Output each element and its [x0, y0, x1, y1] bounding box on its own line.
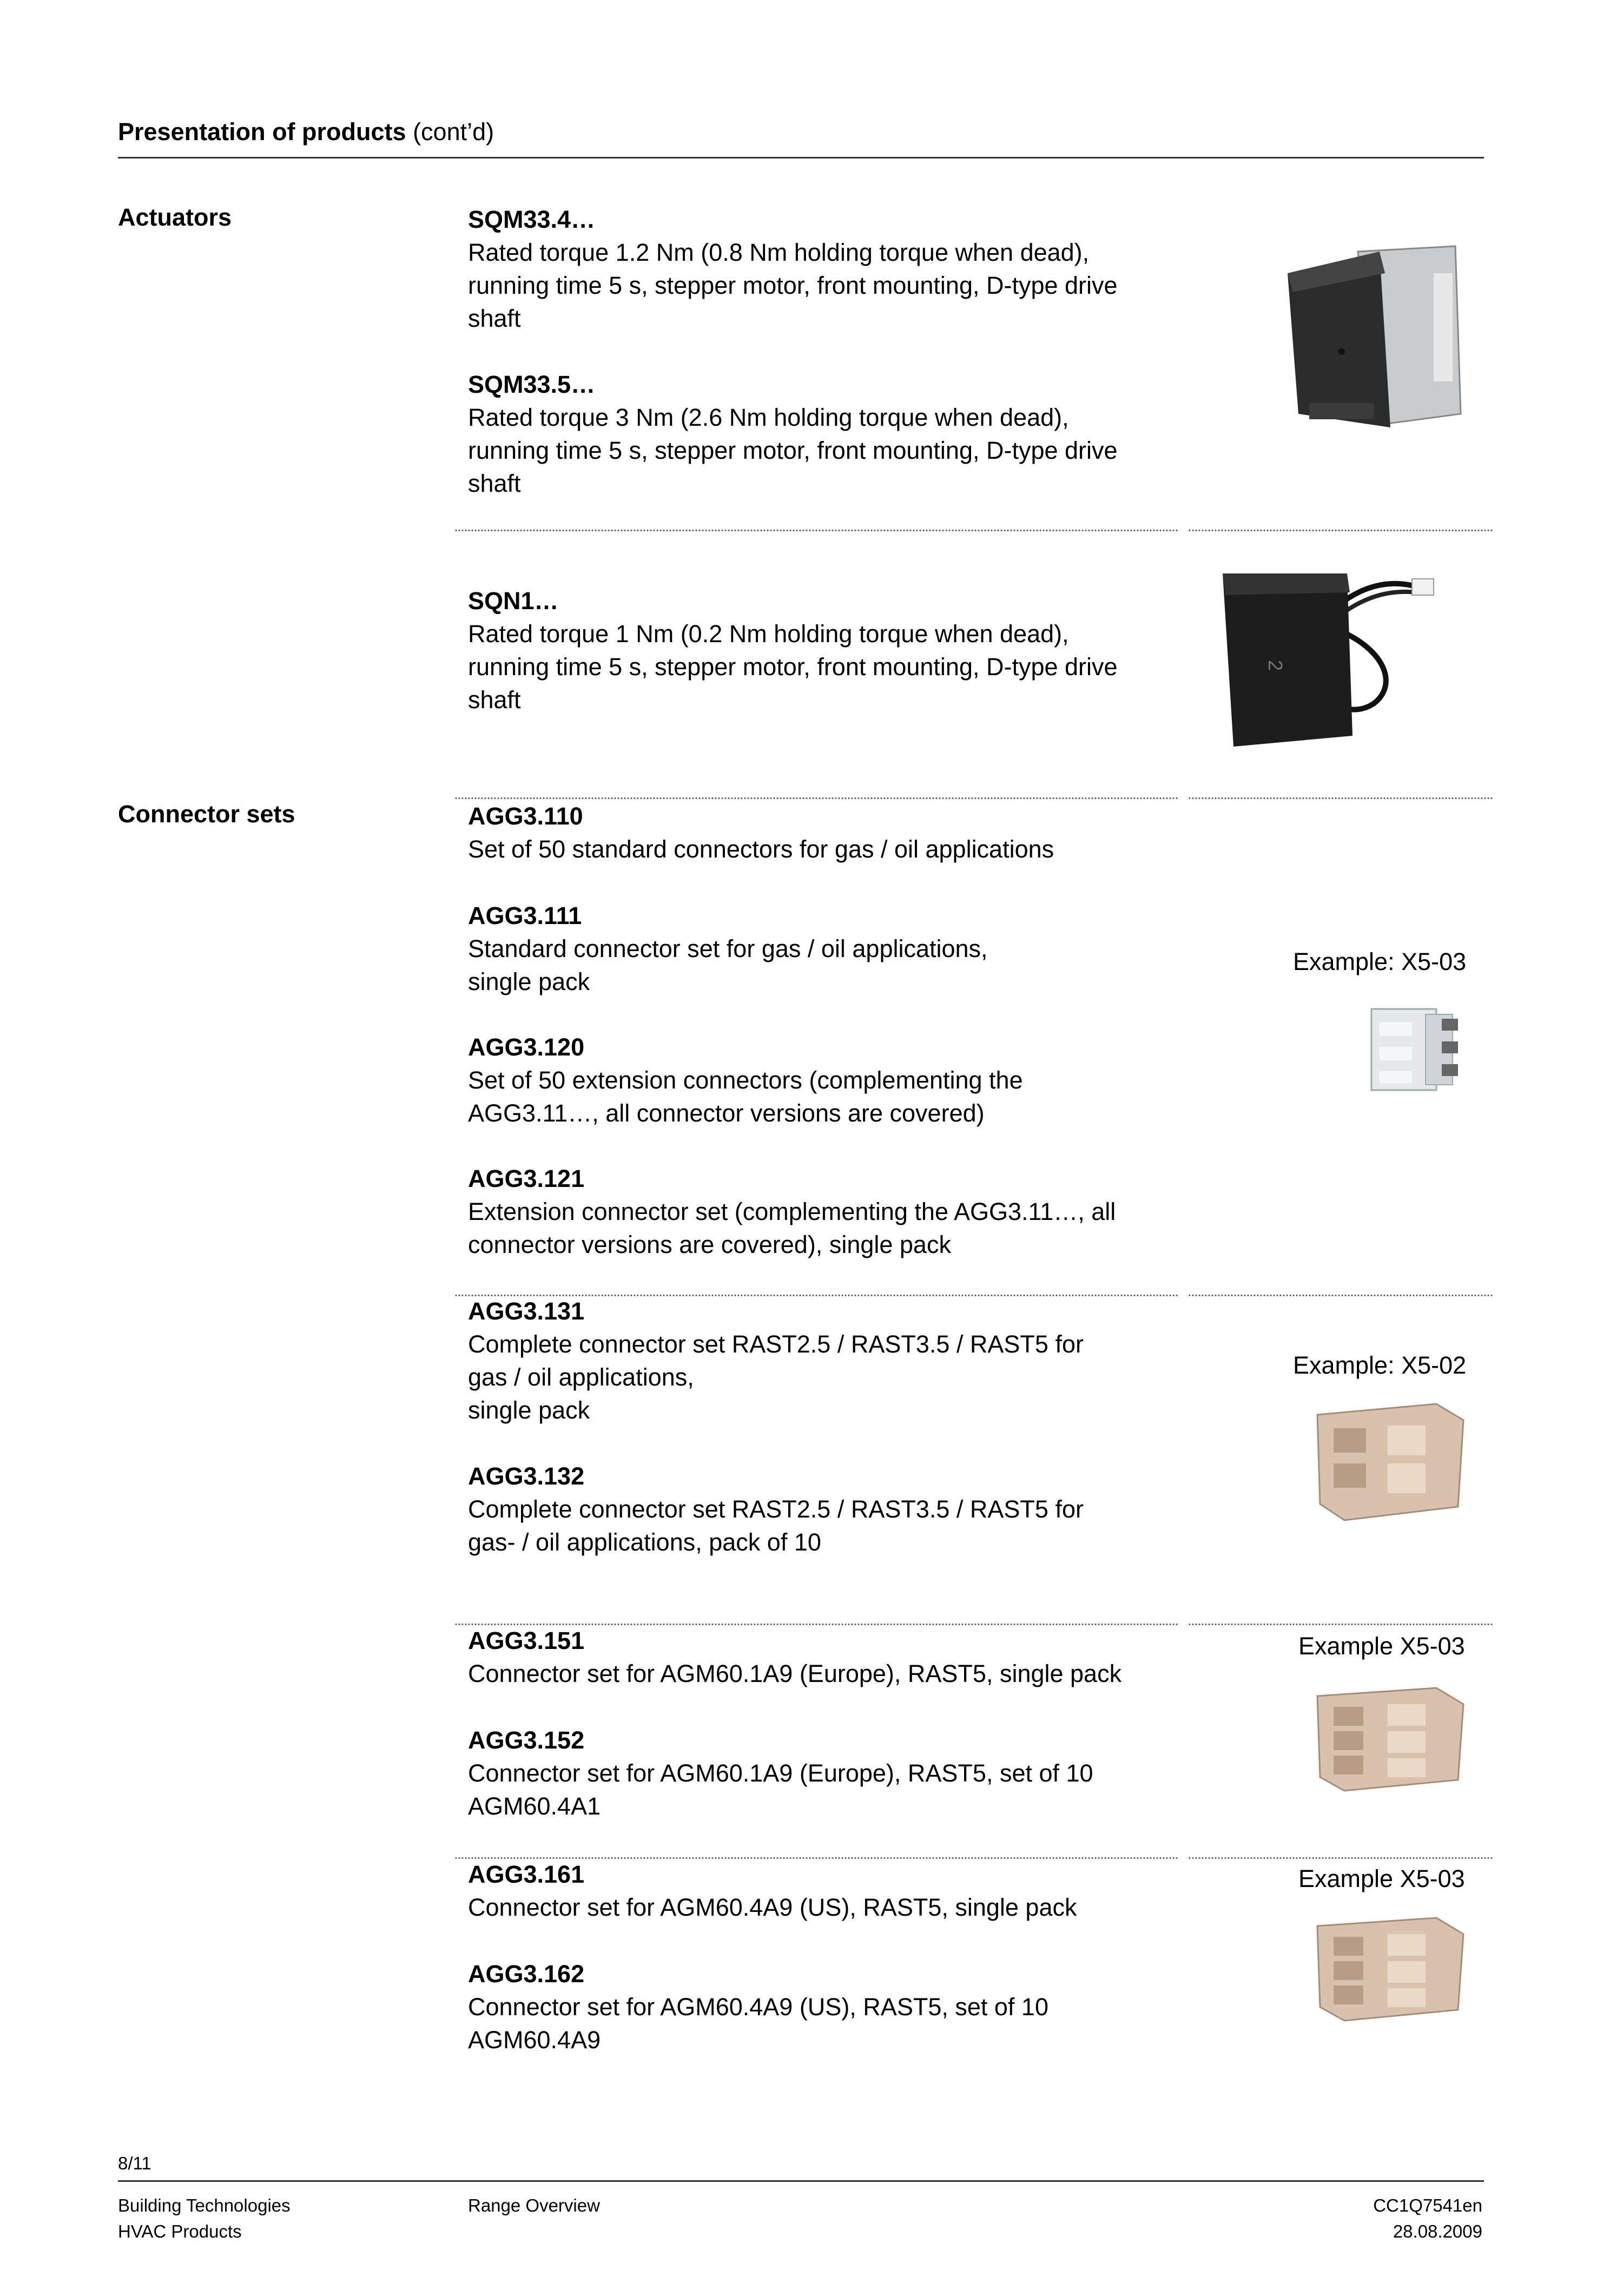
product-description: Extension connector set (complementing the AGG3.11…, all connector versions are covered), single pack — [468, 1198, 1116, 1258]
page-number: 8/11 — [118, 2153, 151, 2173]
page-title-suffix: (cont’d) — [406, 118, 494, 146]
connector-x5-02-beige-image — [1312, 1398, 1466, 1526]
product-sqm334 — [468, 203, 1193, 335]
product-agg3161 — [468, 1858, 1193, 1924]
product-description: Connector set for AGM60.4A9 (US), RAST5, single pack — [468, 1893, 1077, 1921]
product-agg3111 — [468, 899, 1193, 998]
product-description: Rated torque 3 Nm (2.6 Nm holding torque when dead), running time 5 s, stepper motor, front mounting, D-type drive shaft — [468, 404, 1118, 497]
product-code: AGG3.152 — [468, 1726, 585, 1754]
product-code: AGG3.131 — [468, 1297, 585, 1325]
connector-x5-03-beige-image — [1312, 1685, 1466, 1793]
product-sqm335 — [468, 368, 1193, 500]
footer-right — [1373, 2193, 1482, 2245]
product-description: Connector set for AGM60.4A9 (US), RAST5, set of 10 AGM60.4A9 — [468, 1993, 1048, 2054]
connector-x5-03-white-image — [1361, 998, 1469, 1101]
page-title-bold: Presentation of products — [118, 118, 406, 146]
product-code: AGG3.162 — [468, 1960, 585, 1988]
footer-division: HVAC Products — [118, 2221, 242, 2241]
footer-company: Building Technologies — [118, 2195, 291, 2215]
product-agg3151 — [468, 1624, 1193, 1690]
product-description: Standard connector set for gas / oil applications, single pack — [468, 935, 988, 995]
footer-doc-number: CC1Q7541en — [1373, 2195, 1482, 2215]
product-code: AGG3.151 — [468, 1627, 585, 1654]
product-code: SQM33.5… — [468, 371, 596, 398]
product-agg3162 — [468, 1957, 1193, 2056]
image-caption: Example: X5-02 — [1293, 1351, 1467, 1379]
product-description: Set of 50 extension connectors (complementing the AGG3.11…, all connector versions are covered) — [468, 1066, 1023, 1127]
product-description: Complete connector set RAST2.5 / RAST3.5 / RAST5 for gas- / oil applications, pack of 10 — [468, 1495, 1084, 1556]
product-agg3152 — [468, 1724, 1193, 1823]
header-rule — [118, 157, 1484, 159]
product-agg3120 — [468, 1031, 1193, 1130]
product-agg3132 — [468, 1460, 1193, 1559]
section-label-actuators: Actuators — [118, 203, 232, 231]
image-caption: Example X5-03 — [1298, 1632, 1465, 1660]
product-description: Rated torque 1 Nm (0.2 Nm holding torque when dead), running time 5 s, stepper motor, front mounting, D-type drive shaft — [468, 620, 1118, 714]
product-agg3121 — [468, 1162, 1193, 1261]
footer-date: 28.08.2009 — [1393, 2221, 1482, 2241]
product-description: Connector set for AGM60.1A9 (Europe), RAST5, set of 10 AGM60.4A1 — [468, 1759, 1093, 1820]
product-description: Complete connector set RAST2.5 / RAST3.5 / RAST5 for gas / oil applications, single pack — [468, 1330, 1084, 1424]
footer-left — [118, 2193, 291, 2245]
product-code: AGG3.120 — [468, 1033, 585, 1061]
product-description: Set of 50 standard connectors for gas / oil applications — [468, 835, 1054, 863]
section-label-connector-sets: Connector sets — [118, 800, 295, 828]
sqn1-actuator-image — [1217, 563, 1472, 757]
product-agg3110 — [468, 800, 1193, 866]
product-code: AGG3.110 — [468, 802, 583, 830]
product-description: Connector set for AGM60.1A9 (Europe), RAST5, single pack — [468, 1660, 1122, 1687]
product-description: Rated torque 1.2 Nm (0.8 Nm holding torque when dead), running time 5 s, stepper motor, front mounting, D-type drive shaft — [468, 239, 1118, 332]
product-code: AGG3.111 — [468, 902, 582, 929]
product-sqn1 — [468, 584, 1193, 716]
connector-x5-03-beige-image — [1312, 1915, 1466, 2023]
product-code: AGG3.121 — [468, 1165, 585, 1192]
product-agg3131 — [468, 1295, 1193, 1427]
product-code: AGG3.161 — [468, 1860, 585, 1888]
page-title — [118, 118, 494, 146]
product-code: AGG3.132 — [468, 1462, 585, 1490]
divider-dotted — [454, 529, 1493, 532]
image-caption: Example X5-03 — [1298, 1865, 1465, 1892]
sqm33-actuator-image — [1277, 241, 1472, 436]
svg-text:2: 2 — [1264, 660, 1286, 671]
image-caption: Example: X5-03 — [1293, 948, 1467, 975]
product-code: SQN1… — [468, 587, 559, 615]
product-code: SQM33.4… — [468, 206, 596, 233]
footer-rule — [118, 2180, 1484, 2182]
footer-center: Range Overview — [468, 2195, 600, 2215]
